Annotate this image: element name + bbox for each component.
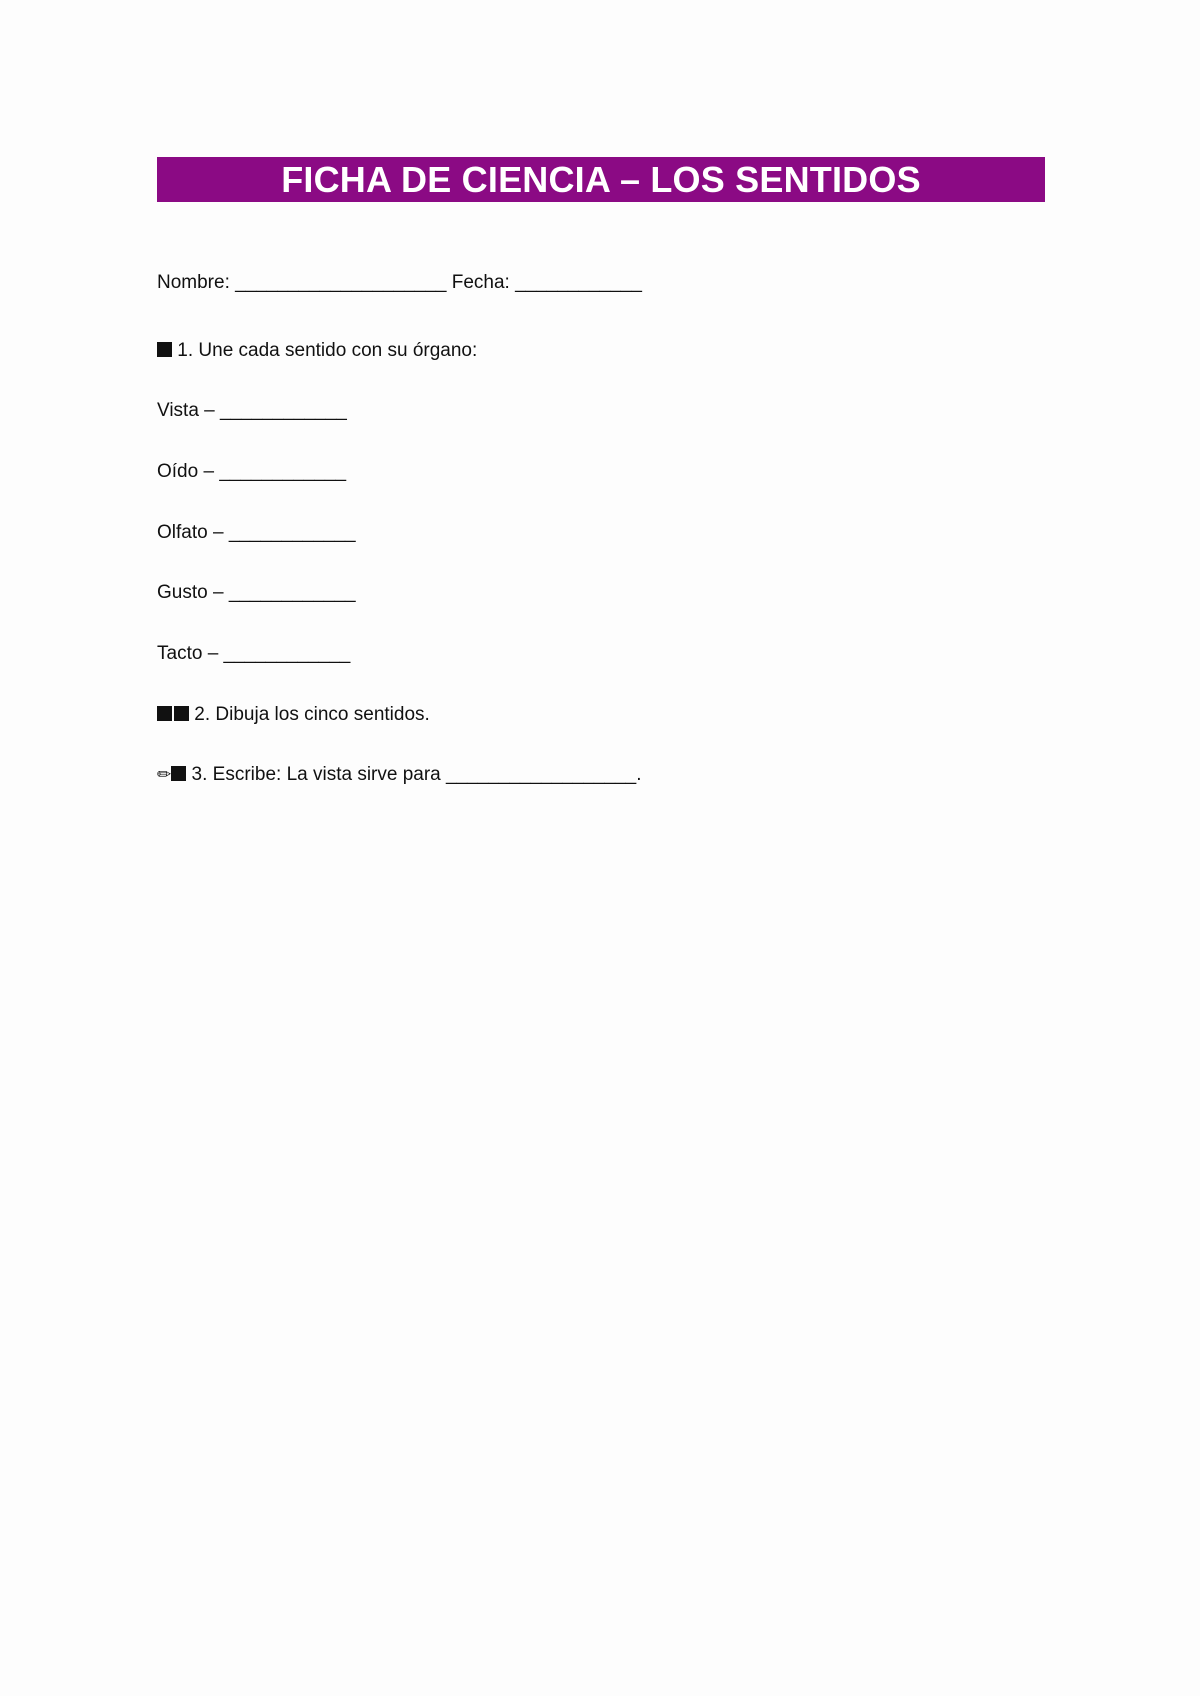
match-item-olfato: Olfato – ____________ (157, 522, 356, 543)
name-date-line: Nombre: ____________________ Fecha: ____________ (157, 272, 642, 293)
match-item-tacto: Tacto – ____________ (157, 643, 351, 664)
square-bullet-icon (174, 706, 189, 721)
title-banner (157, 157, 1045, 202)
worksheet-page (157, 157, 1045, 785)
page-title: FICHA DE CIENCIA – LOS SENTIDOS (281, 159, 921, 200)
question-3-text: 3. Escribe: La vista sirve para __________________. (191, 764, 642, 785)
question-1-text: 1. Une cada sentido con su órgano: (177, 340, 478, 361)
question-2 (157, 703, 430, 727)
match-item-gusto: Gusto – ____________ (157, 582, 356, 603)
question-2-text: 2. Dibuja los cinco sentidos. (194, 704, 430, 725)
square-bullet-icon (157, 706, 172, 721)
pencil-icon: ✏ (157, 765, 172, 785)
question-3 (157, 763, 642, 787)
match-item-oido: Oído – ____________ (157, 461, 347, 482)
square-bullet-icon (171, 766, 186, 781)
question-1 (157, 339, 477, 363)
match-item-vista: Vista – ____________ (157, 400, 347, 421)
square-bullet-icon (157, 342, 172, 357)
